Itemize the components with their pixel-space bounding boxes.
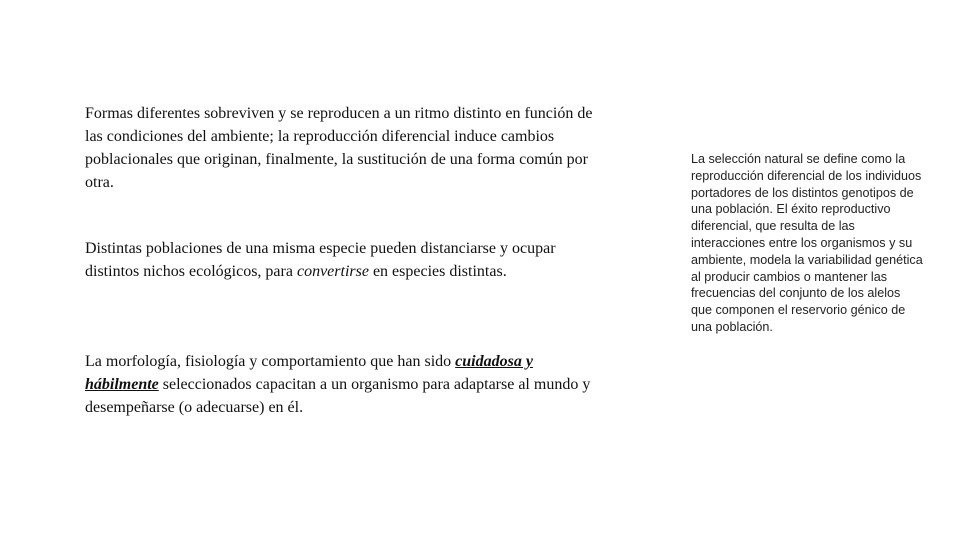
paragraph-speciation: [85, 237, 605, 283]
natural-selection-definition: La selección natural se define como la reproducción diferencial de los individuos portadores de los distintos genotipos de una población. El éxito reproductivo diferencial, que resulta de las interacciones entre los organismos y su ambiente, modela la variabilidad genética al producir cambios o mantener las frecuencias del conjunto de los alelos que componen el reservorio génico de una población.: [691, 152, 923, 334]
paragraph-adaptation-emphasis: cuidadosa y hábilmente: [85, 353, 533, 393]
paragraph-adaptation-text-before: La morfología, fisiología y comportamiento que han sido: [85, 353, 456, 370]
paragraph-speciation-text-before: Distintas poblaciones de una misma especie pueden distanciarse y ocupar distintos nichos ecológicos, para: [85, 240, 556, 280]
paragraph-adaptation-text-after: seleccionados capacitan a un organismo para adaptarse al mundo y desempeñarse (o adecuarse) en él.: [85, 376, 591, 416]
paragraph-speciation-text-after: en especies distintas.: [368, 263, 507, 280]
paragraph-adaptation: [85, 350, 605, 419]
paragraph-speciation-emphasis: convertirse: [296, 263, 369, 280]
paragraph-differential-reproduction: Formas diferentes sobreviven y se reproducen a un ritmo distinto en función de las condiciones del ambiente; la reproducción diferencial induce cambios poblacionales que originan, finalmente, la sustitución de una forma común por otra.: [85, 105, 593, 191]
